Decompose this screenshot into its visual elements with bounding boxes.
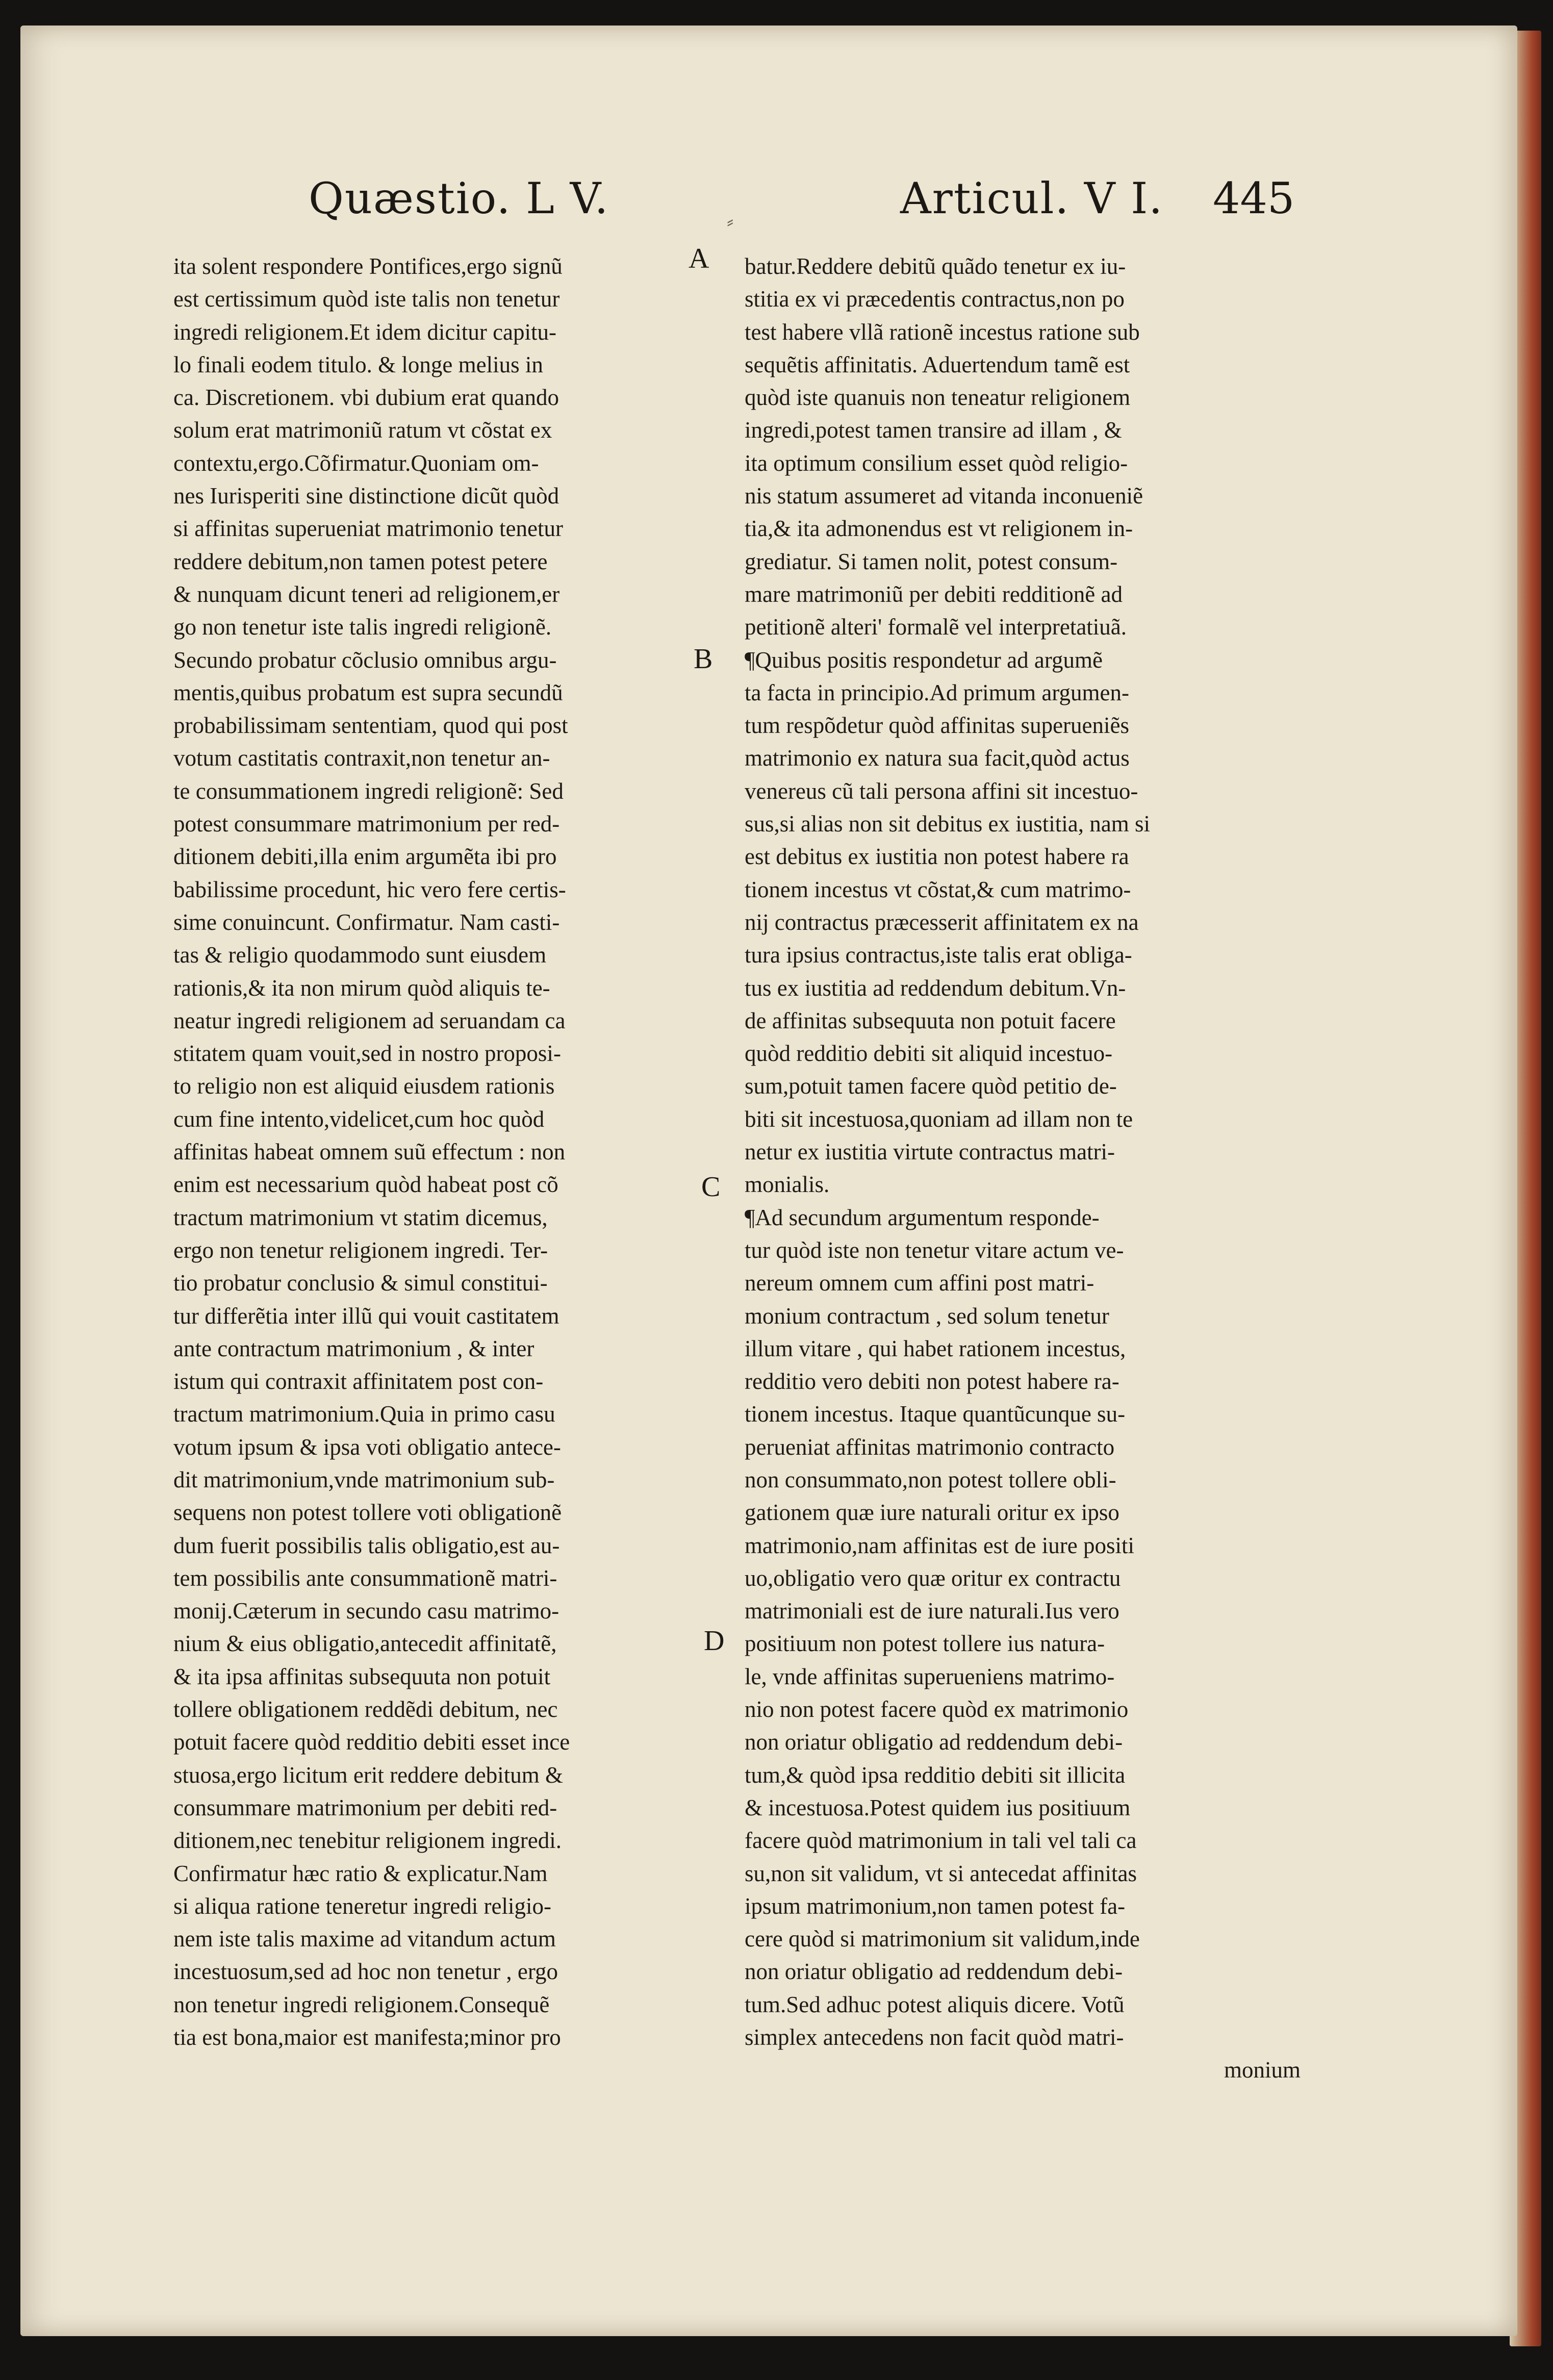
left-column-line: est certissimum quòd iste talis non tenetur	[173, 286, 560, 312]
left-column-line: incestuosum,sed ad hoc non tenetur , ergo	[173, 1959, 558, 1985]
left-column-line: ditionem debiti,illa enim argumẽta ibi pro	[173, 844, 557, 870]
right-column-line: monium contractum , sed solum tenetur	[745, 1303, 1109, 1329]
right-column-line: mare matrimoniũ per debiti redditionẽ ad	[745, 581, 1123, 607]
left-column-line: probabilissimam sententiam, quod qui post	[173, 713, 568, 739]
left-column-line: potest consummare matrimonium per red-	[173, 811, 560, 837]
right-column-line: ingredi,potest tamen transire ad illam , &	[745, 417, 1122, 443]
left-column-line: reddere debitum,non tamen potest petere	[173, 548, 548, 574]
right-column-line: tum.Sed adhuc potest aliquis dicere. Votũ	[745, 1991, 1125, 2017]
left-column-line: tur differẽtia inter illũ qui vouit castitatem	[173, 1303, 559, 1329]
right-column-line: ¶Ad secundum argumentum responde-	[745, 1204, 1100, 1230]
right-column-line: gationem quæ iure naturali oritur ex ipso	[745, 1500, 1119, 1526]
left-column-line: enim est necessarium quòd habeat post cõ	[173, 1172, 558, 1198]
right-column-line: stitia ex vi præcedentis contractus,non po	[745, 286, 1125, 312]
right-column-line: matrimonio ex natura sua facit,quòd actus	[745, 745, 1130, 771]
right-column-line: ipsum matrimonium,non tamen potest fa-	[745, 1893, 1126, 1919]
right-column-line: tura ipsius contractus,iste talis erat obliga-	[745, 942, 1132, 968]
right-column-line: tus ex iustitia ad reddendum debitum.Vn-	[745, 975, 1126, 1001]
left-column-line: ditionem,nec tenebitur religionem ingredi.	[173, 1828, 562, 1854]
left-column-line: Secundo probatur cõclusio omnibus argu-	[173, 647, 557, 673]
margin-marker-c: C	[701, 1171, 721, 1203]
left-column-line: stuosa,ergo licitum erit reddere debitum &	[173, 1762, 563, 1788]
left-column-line: & ita ipsa affinitas subsequuta non potuit	[173, 1663, 551, 1689]
left-column-line: tractum matrimonium vt statim dicemus,	[173, 1204, 548, 1230]
left-column-line: ca. Discretionem. vbi dubium erat quando	[173, 385, 559, 411]
left-column-line: potuit facere quòd redditio debiti esset ince	[173, 1729, 570, 1755]
header-article: Articul. V I.	[900, 173, 1164, 223]
right-column-line: perueniat affinitas matrimonio contracto	[745, 1434, 1115, 1460]
right-column-line: sus,si alias non sit debitus ex iustitia, nam si	[745, 811, 1150, 837]
left-column-line: nem iste talis maxime ad vitandum actum	[173, 1926, 556, 1952]
left-column-line: sime conuincunt. Confirmatur. Nam casti-	[173, 909, 560, 935]
right-column-line: illum vitare , qui habet rationem incestus,	[745, 1335, 1126, 1361]
left-column-line: to religio non est aliquid eiusdem rationis	[173, 1073, 555, 1099]
left-column-line: tas & religio quodammodo sunt eiusdem	[173, 942, 547, 968]
margin-marker-b: B	[694, 643, 713, 675]
book-page	[20, 26, 1517, 2336]
left-column-line: rationis,& ita non mirum quòd aliquis te-	[173, 975, 550, 1001]
left-column-line: monij.Cæterum in secundo casu matrimo-	[173, 1598, 559, 1624]
left-column-line: dum fuerit possibilis talis obligatio,est au-	[173, 1532, 560, 1558]
running-header	[20, 173, 1517, 245]
left-column-line: mentis,quibus probatum est supra secundũ	[173, 679, 563, 705]
right-column-line: petitionẽ alteri' formalẽ vel interpretatiuã.	[745, 614, 1127, 640]
right-column-line: batur.Reddere debitũ quãdo tenetur ex iu-	[745, 254, 1126, 279]
right-column-line: redditio vero debiti non potest habere ra-	[745, 1369, 1119, 1395]
right-column	[745, 250, 1301, 2087]
right-column-line: venereus cũ tali persona affini sit incestuo-	[745, 778, 1138, 804]
right-column-line: monium	[1224, 2057, 1301, 2083]
right-column-line: su,non sit validum, vt si antecedat affinitas	[745, 1860, 1137, 1886]
right-column-line: nis statum assumeret ad vitanda inconueniẽ	[745, 483, 1143, 509]
right-column-line: ita optimum consilium esset quòd religio-	[745, 450, 1128, 476]
right-column-line: nio non potest facere quòd ex matrimonio	[745, 1697, 1129, 1723]
right-column-line: matrimoniali est de iure naturali.Ius vero	[745, 1598, 1119, 1624]
right-column-line: le, vnde affinitas superueniens matrimo-	[745, 1663, 1115, 1689]
left-column-line: affinitas habeat omnem suũ effectum : non	[173, 1139, 566, 1165]
margin-marker-d: D	[704, 1625, 725, 1657]
left-column-line: si aliqua ratione teneretur ingredi religio-	[173, 1893, 551, 1919]
right-column-line: biti sit incestuosa,quoniam ad illam non te	[745, 1106, 1133, 1132]
left-column-line: istum qui contraxit affinitatem post con-	[173, 1369, 544, 1395]
left-column	[173, 250, 724, 2054]
right-column-line: grediatur. Si tamen nolit, potest consum-	[745, 548, 1118, 574]
page-number: 445	[1213, 173, 1295, 223]
right-column-line: non consummato,non potest tollere obli-	[745, 1466, 1116, 1492]
left-column-line: dit matrimonium,vnde matrimonium sub-	[173, 1466, 555, 1492]
right-column-line: tur quòd iste non tenetur vitare actum ve-	[745, 1237, 1124, 1263]
right-column-line: cere quòd si matrimonium sit validum,inde	[745, 1926, 1140, 1952]
left-column-line: nes Iurisperiti sine distinctione dicũt quòd	[173, 483, 559, 509]
right-column-line: est debitus ex iustitia non potest habere ra	[745, 844, 1129, 870]
right-column-line: tia,& ita admonendus est vt religionem in-	[745, 516, 1133, 542]
left-column-line: non tenetur ingredi religionem.Consequẽ	[173, 1991, 550, 2017]
left-column-line: consummare matrimonium per debiti red-	[173, 1794, 557, 1820]
left-column-line: stitatem quam vouit,sed in nostro proposi-	[173, 1041, 561, 1067]
left-column-line: nium & eius obligatio,antecedit affinitatẽ,	[173, 1631, 557, 1657]
right-column-line: quòd iste quanuis non teneatur religionem	[745, 385, 1131, 411]
right-column-line: sequẽtis affinitatis. Aduertendum tamẽ est	[745, 351, 1130, 377]
left-column-line: cum fine intento,videlicet,cum hoc quòd	[173, 1106, 545, 1132]
left-column-line: ita solent respondere Pontifices,ergo signũ	[173, 254, 563, 279]
right-column-line: facere quòd matrimonium in tali vel tali ca	[745, 1828, 1137, 1854]
left-column-line: lo finali eodem titulo. & longe melius in	[173, 351, 543, 377]
right-column-line: tum respõdetur quòd affinitas superueniẽs	[745, 713, 1129, 739]
right-column-line: tionem incestus vt cõstat,& cum matrimo-	[745, 876, 1131, 902]
right-column-line: nereum omnem cum affini post matri-	[745, 1270, 1094, 1296]
left-column-line: babilissime procedunt, hic vero fere certis-	[173, 876, 566, 902]
left-column-line: & nunquam dicunt teneri ad religionem,er	[173, 581, 560, 607]
right-column-line: non oriatur obligatio ad reddendum debi-	[745, 1729, 1123, 1755]
left-column-line: tollere obligationem reddẽdi debitum, nec	[173, 1697, 558, 1723]
right-column-line: sum,potuit tamen facere quòd petitio de-	[745, 1073, 1117, 1099]
right-column-line: & incestuosa.Potest quidem ius positiuum	[745, 1794, 1131, 1820]
right-column-line: simplex antecedens non facit quòd matri-	[745, 2024, 1124, 2050]
right-column-line: monialis.	[745, 1172, 830, 1198]
left-column-line: te consummationem ingredi religionẽ: Sed	[173, 778, 564, 804]
right-column-line: non oriatur obligatio ad reddendum debi-	[745, 1959, 1123, 1985]
right-column-line: tum,& quòd ipsa redditio debiti sit illicita	[745, 1762, 1126, 1788]
left-column-line: tio probatur conclusio & simul constitui-	[173, 1270, 548, 1296]
left-column-line: tem possibilis ante consummationẽ matri-	[173, 1565, 557, 1591]
left-column-line: si affinitas superueniat matrimonio tenetur	[173, 516, 563, 542]
right-column-line: de affinitas subsequuta non potuit facere	[745, 1007, 1116, 1033]
left-column-line: ante contractum matrimonium , & inter	[173, 1335, 534, 1361]
right-column-line: ¶Quibus positis respondetur ad argumẽ	[745, 647, 1103, 673]
right-column-line: positiuum non potest tollere ius natura-	[745, 1631, 1105, 1657]
right-column-line: uo,obligatio vero quæ oritur ex contractu	[745, 1565, 1121, 1591]
ornament-mark: ⸗	[727, 210, 734, 233]
left-column-line: go non tenetur iste talis ingredi religionẽ.	[173, 614, 552, 640]
right-column-line: ta facta in principio.Ad primum argumen-	[745, 679, 1129, 705]
left-column-line: votum ipsum & ipsa voti obligatio antece-	[173, 1434, 561, 1460]
left-column-line: tia est bona,maior est manifesta;minor pro	[173, 2024, 561, 2050]
margin-marker-a: A	[689, 243, 709, 274]
left-column-line: Confirmatur hæc ratio & explicatur.Nam	[173, 1860, 548, 1886]
right-column-line: tionem incestus. Itaque quantũcunque su-	[745, 1401, 1126, 1427]
right-column-line: nij contractus præcesserit affinitatem ex na	[745, 909, 1139, 935]
left-column-line: tractum matrimonium.Quia in primo casu	[173, 1401, 555, 1427]
right-column-line: netur ex iustitia virtute contractus matri-	[745, 1139, 1115, 1165]
left-column-line: solum erat matrimoniũ ratum vt cõstat ex	[173, 417, 552, 443]
left-column-line: neatur ingredi religionem ad seruandam ca	[173, 1007, 566, 1033]
left-column-line: contextu,ergo.Cõfirmatur.Quoniam om-	[173, 450, 539, 476]
right-column-line: matrimonio,nam affinitas est de iure positi	[745, 1532, 1135, 1558]
header-question: Quæstio. L V.	[309, 173, 609, 223]
right-column-line: test habere vllã rationẽ incestus ratione sub	[745, 319, 1140, 345]
left-column-line: votum castitatis contraxit,non tenetur an-	[173, 745, 550, 771]
left-column-line: ingredi religionem.Et idem dicitur capitu-	[173, 319, 557, 345]
left-column-line: ergo non tenetur religionem ingredi. Ter-	[173, 1237, 548, 1263]
left-column-line: sequens non potest tollere voti obligationẽ	[173, 1500, 562, 1526]
right-column-line: quòd redditio debiti sit aliquid incestuo-	[745, 1041, 1113, 1067]
